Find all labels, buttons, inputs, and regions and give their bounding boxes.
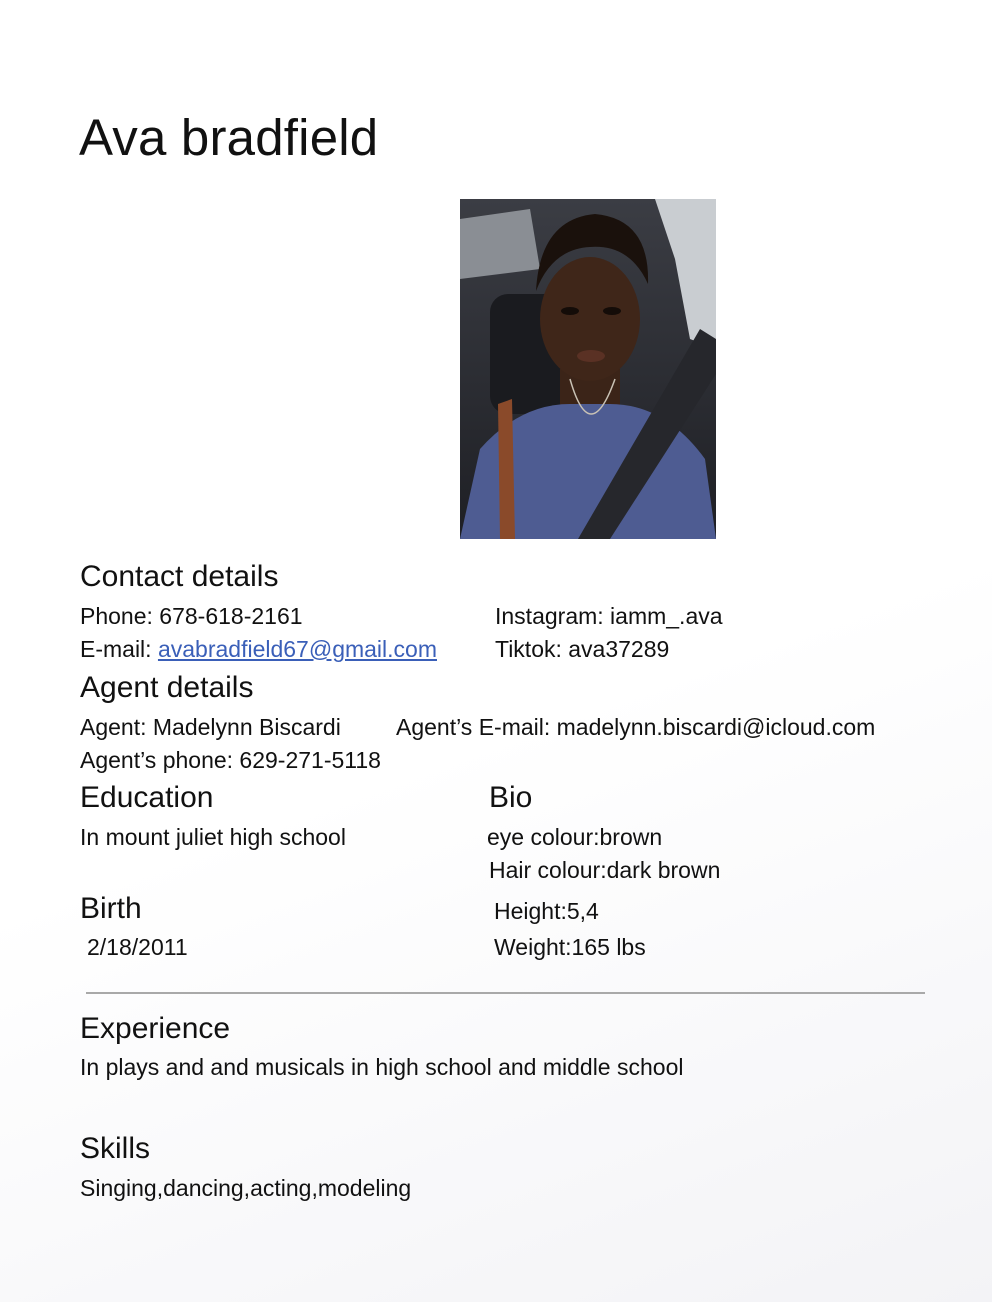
contact-heading: Contact details bbox=[80, 560, 279, 593]
page-title: Ava bradfield bbox=[79, 109, 379, 166]
education-heading: Education bbox=[80, 781, 214, 814]
instagram-text: Instagram: iamm_.ava bbox=[495, 603, 723, 629]
skills-text: Singing,dancing,acting,modeling bbox=[80, 1175, 412, 1201]
email-line bbox=[80, 636, 437, 663]
education-school: In mount juliet high school bbox=[80, 824, 346, 850]
bio-eye: eye colour:brown bbox=[487, 824, 663, 850]
skills-heading: Skills bbox=[80, 1132, 151, 1165]
bio-height: Height:5,4 bbox=[494, 898, 599, 924]
experience-heading: Experience bbox=[80, 1012, 231, 1045]
bio-weight: Weight:165 lbs bbox=[494, 934, 646, 960]
bio-heading: Bio bbox=[489, 781, 533, 814]
birth-date: 2/18/2011 bbox=[87, 934, 188, 960]
agent-heading: Agent details bbox=[80, 671, 254, 704]
email-label: E-mail: bbox=[80, 636, 158, 662]
birth-heading: Birth bbox=[80, 892, 142, 925]
bio-hair: Hair colour:dark brown bbox=[489, 857, 721, 883]
experience-text: In plays and and musicals in high school and middle school bbox=[80, 1054, 684, 1080]
section-divider bbox=[86, 992, 925, 994]
agent-email: Agent’s E-mail: madelynn.biscardi@icloud.com bbox=[396, 714, 876, 740]
agent-name: Agent: Madelynn Biscardi bbox=[80, 714, 341, 740]
agent-phone: Agent’s phone: 629-271-5118 bbox=[80, 747, 381, 773]
phone-text: Phone: 678-618-2161 bbox=[80, 603, 303, 629]
tiktok-text: Tiktok: ava37289 bbox=[495, 636, 670, 662]
email-link[interactable]: avabradfield67@gmail.com bbox=[157, 636, 437, 662]
profile-photo bbox=[460, 199, 716, 539]
